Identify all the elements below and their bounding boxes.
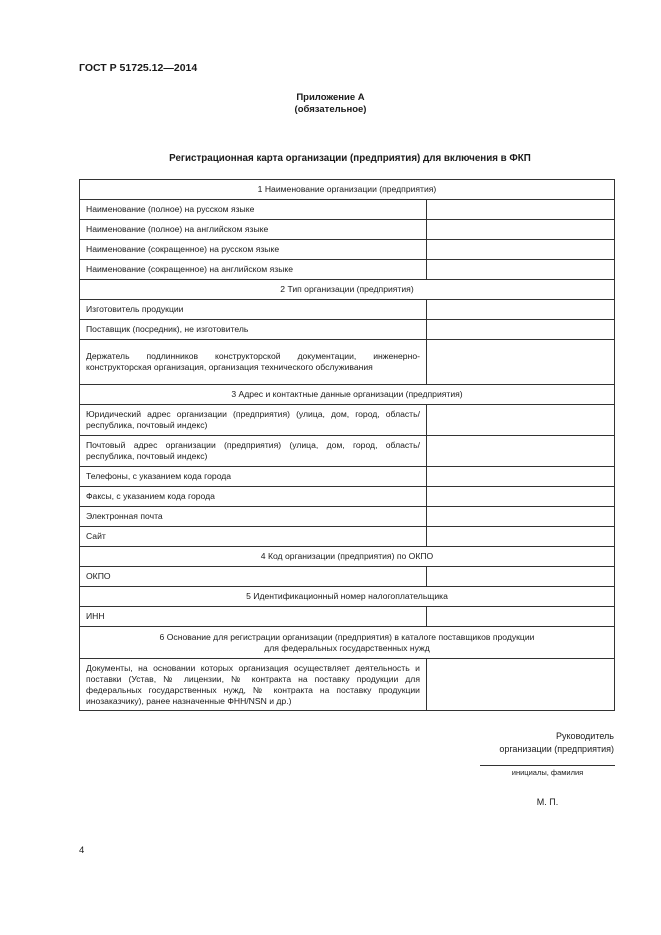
table-row	[80, 507, 615, 527]
section-1-header: 1 Наименование организации (предприятия)	[80, 180, 615, 200]
table-row	[80, 240, 615, 260]
field-label: Телефоны, с указанием кода города	[80, 467, 427, 487]
field-value-cell[interactable]	[426, 220, 614, 240]
field-label: Почтовый адрес организации (предприятия) (улица, дом, город, область/республика, почтовый индекс)	[80, 436, 427, 467]
table-row	[80, 659, 615, 711]
field-label: Документы, на основании которых организация осуществляет деятельность и поставки (Устав, № лицензии, № контракта на поставку продукции для федеральных государственных нужд, № контракта на поставку продукции инозаказчику), ранее назначенные ФНН/NSN и др.)	[80, 659, 427, 711]
field-value-cell[interactable]	[426, 320, 614, 340]
table-row	[80, 320, 615, 340]
section-5-header: 5 Идентификационный номер налогоплательщика	[80, 587, 615, 607]
section-6-header	[80, 627, 615, 659]
field-value-cell[interactable]	[426, 659, 614, 711]
appendix-status: (обязательное)	[294, 104, 367, 115]
field-value-cell[interactable]	[426, 260, 614, 280]
field-value-cell[interactable]	[426, 607, 614, 627]
table-row	[80, 340, 615, 385]
table-row	[80, 220, 615, 240]
field-label: ИНН	[80, 607, 427, 627]
field-label: Факсы, с указанием кода города	[80, 487, 427, 507]
field-label: Наименование (полное) на английском языке	[80, 220, 427, 240]
field-label: Сайт	[80, 527, 427, 547]
section-row	[80, 547, 615, 567]
section-row	[80, 180, 615, 200]
table-row	[80, 607, 615, 627]
section-row	[80, 627, 615, 659]
section-3-header: 3 Адрес и контактные данные организации (предприятия)	[80, 385, 615, 405]
field-label: Изготовитель продукции	[80, 300, 427, 320]
section-row	[80, 280, 615, 300]
table-row	[80, 527, 615, 547]
section-row	[80, 587, 615, 607]
field-value-cell[interactable]	[426, 340, 614, 385]
field-value-cell[interactable]	[426, 567, 614, 587]
table-row	[80, 567, 615, 587]
section-6-line1: 6 Основание для регистрации организации (предприятия) в каталоге поставщиков продукции	[159, 631, 535, 642]
field-value-cell[interactable]	[426, 405, 614, 436]
signature-block	[499, 730, 614, 756]
form-title: Регистрационная карта организации (предприятия) для включения в ФКП	[169, 153, 531, 164]
field-label: Наименование (сокращенное) на английском языке	[80, 260, 427, 280]
field-value-cell[interactable]	[426, 527, 614, 547]
stamp-place: М. П.	[536, 797, 559, 807]
field-label: Электронная почта	[80, 507, 427, 527]
field-value-cell[interactable]	[426, 300, 614, 320]
signatory-role: Руководитель	[556, 731, 614, 741]
field-value-cell[interactable]	[426, 487, 614, 507]
field-label: ОКПО	[80, 567, 427, 587]
section-row	[80, 385, 615, 405]
section-6-line2: для федеральных государственных нужд	[264, 642, 430, 653]
field-value-cell[interactable]	[426, 200, 614, 220]
field-value-cell[interactable]	[426, 507, 614, 527]
section-2-header: 2 Тип организации (предприятия)	[80, 280, 615, 300]
field-label: Поставщик (посредник), не изготовитель	[80, 320, 427, 340]
table-row	[80, 200, 615, 220]
field-value-cell[interactable]	[426, 436, 614, 467]
table-row	[80, 467, 615, 487]
table-row	[80, 436, 615, 467]
field-label: Наименование (полное) на русском языке	[80, 200, 427, 220]
page-number: 4	[79, 845, 85, 856]
table-row	[80, 300, 615, 320]
field-label: Держатель подлинников конструкторской документации, инженерно-конструкторская организация, организация технического обслуживания	[80, 340, 427, 385]
appendix-label: Приложение А	[296, 92, 365, 103]
table-row	[80, 405, 615, 436]
table-row	[80, 260, 615, 280]
document-code: ГОСТ Р 51725.12—2014	[79, 62, 198, 74]
field-value-cell[interactable]	[426, 240, 614, 260]
signature-caption: инициалы, фамилия	[511, 768, 584, 777]
field-label: Наименование (сокращенное) на русском языке	[80, 240, 427, 260]
table-row	[80, 487, 615, 507]
appendix-heading	[0, 92, 661, 116]
field-value-cell[interactable]	[426, 467, 614, 487]
signature-line[interactable]	[480, 765, 615, 766]
field-label: Юридический адрес организации (предприятия) (улица, дом, город, область/республика, почтовый индекс)	[80, 405, 427, 436]
signatory-organization: организации (предприятия)	[499, 744, 614, 754]
registration-card-table	[79, 179, 615, 711]
section-4-header: 4 Код организации (предприятия) по ОКПО	[80, 547, 615, 567]
